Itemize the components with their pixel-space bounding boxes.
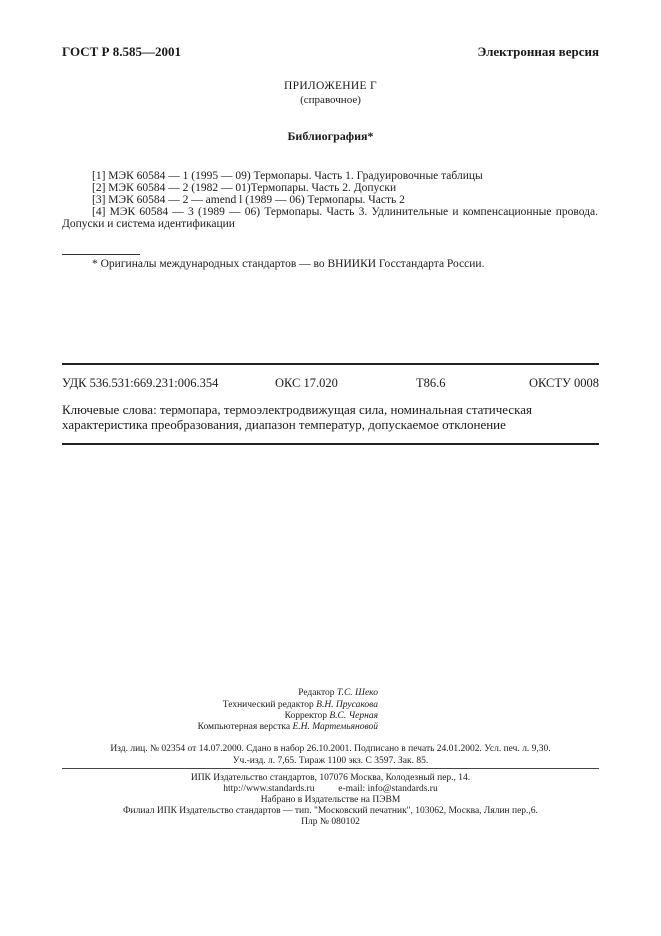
credit-name: В.С. Черная — [329, 711, 378, 721]
typesetting-note: Набрано в Издательстве на ПЭВМ — [260, 795, 401, 805]
publication-line: Уч.-изд. л. 7,65. Тираж 1100 экз. С 3597. Зак. 85. — [232, 756, 429, 766]
publication-line: Изд. лиц. № 02354 от 14.07.2000. Сдано в набор 26.10.2001. Подписано в печать 24.01.2002. Усл. печ. л. 9,30. — [110, 744, 551, 754]
footnote: * Оригиналы международных стандартов — во ВНИИКИ Госстандарта России. — [92, 258, 485, 270]
udk-code: УДК 536.531:669.231:006.354 — [62, 376, 219, 390]
imprint-divider — [62, 768, 599, 769]
credit-tech-editor — [223, 700, 378, 710]
credit-corrector — [285, 711, 378, 721]
publisher-address: ИПК Издательство стандартов, 107076 Москва, Колодезный пер., 14. — [190, 773, 471, 783]
credit-name: Е.Н. Мартемьяновой — [292, 722, 378, 732]
license-number: Плр № 080102 — [301, 817, 360, 827]
okstu-code: ОКСТУ 0008 — [528, 376, 599, 390]
edition-label: Электронная версия — [477, 44, 599, 59]
section-divider — [62, 363, 599, 365]
bibliography-item: [3] МЭК 60584 — 2 — amend l (1989 — 06) Термопары. Часть 2 — [92, 194, 405, 206]
credit-label: Технический редактор — [222, 700, 314, 710]
bibliography-item: [4] МЭК 60584 — 3 (1989 — 06) Термопары. Часть 3. Удлинительные и компенсационные провода. — [92, 206, 598, 218]
oks-code: ОКС 17.020 — [275, 376, 338, 390]
credit-editor — [298, 688, 378, 698]
credit-label: Корректор — [284, 711, 327, 721]
bibliography-item: [2] МЭК 60584 — 2 (1982 — 01)Термопары. Часть 2. Допуски — [92, 182, 397, 194]
credit-layout — [198, 722, 378, 732]
credit-label: Редактор — [298, 688, 335, 698]
section-divider — [62, 443, 599, 445]
publisher-contacts: http://www.standards.ru e-mail: info@standards.ru — [223, 784, 438, 794]
standard-code: ГОСТ Р 8.585—2001 — [62, 44, 181, 59]
keywords: Ключевые слова: термопара, термоэлектродвижущая сила, номинальная статическая характеристика преобразования, диапазон температур, допускаемое отклонение — [62, 402, 533, 432]
t-code: Т86.6 — [416, 376, 446, 390]
footnote-divider — [62, 254, 140, 255]
bibliography-item: [1] МЭК 60584 — 1 (1995 — 09) Термопары. Часть 1. Градуировочные таблицы — [92, 170, 483, 182]
bibliography-item-continuation: Допуски и система идентификации — [62, 218, 235, 230]
credit-name: В.Н. Прусакова — [316, 700, 378, 710]
credit-name: Т.С. Шеко — [336, 688, 378, 698]
appendix-subtitle: (справочное) — [300, 94, 361, 106]
printing-branch: Филиал ИПК Издательство стандартов — тип. "Московский печатник", 103062, Москва, Лялин пер.,6. — [123, 806, 538, 816]
bibliography-title: Библиография* — [287, 129, 374, 143]
credit-label: Компьютерная верстка — [197, 722, 291, 732]
appendix-title: ПРИЛОЖЕНИЕ Г — [284, 80, 377, 92]
